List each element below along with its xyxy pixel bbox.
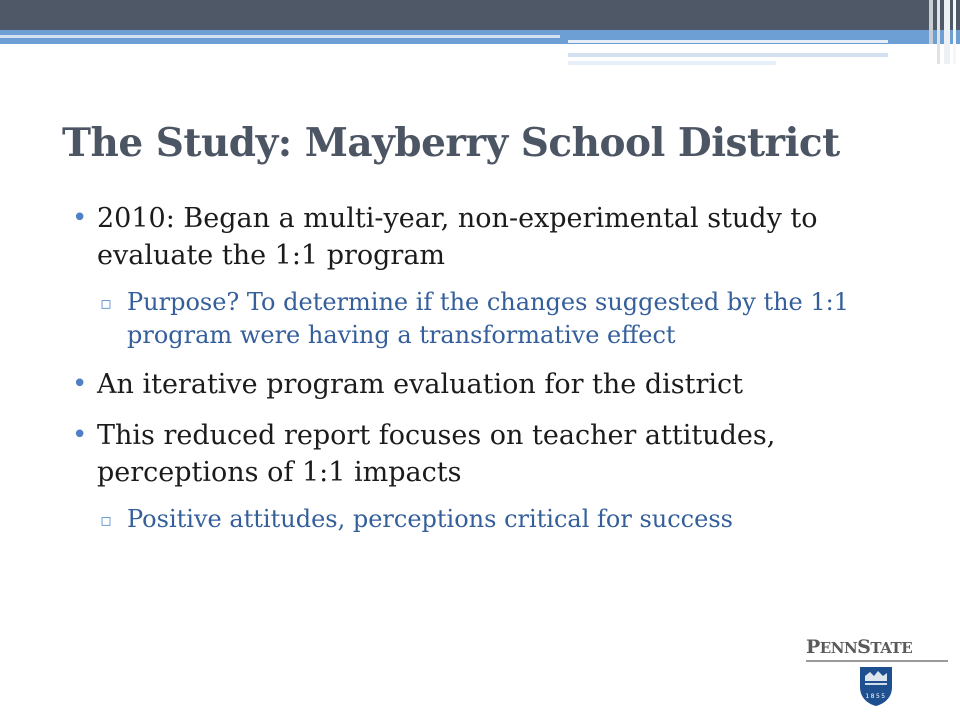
header-stripe: [568, 61, 776, 65]
header-corner-bar: [953, 0, 956, 64]
header-stripe: [568, 53, 888, 57]
sub-bullet-list: [97, 286, 892, 352]
header-stripe: [568, 40, 888, 43]
header-corner-bar: [937, 0, 940, 64]
bullet-marker: •: [72, 203, 88, 233]
header-band-dark: [0, 0, 960, 30]
sub-bullet-marker: ▫: [100, 293, 113, 314]
logo-wordmark: PENNSTATE: [806, 636, 913, 658]
shield-year: 1855: [865, 693, 887, 700]
shield-icon: [858, 665, 894, 707]
sub-bullet-item: [97, 286, 892, 352]
bullet-item: [72, 417, 892, 536]
sub-bullet-marker: ▫: [100, 510, 113, 531]
sub-bullet-list: [97, 503, 892, 536]
header-corner-bar: [944, 0, 950, 64]
bullet-marker: •: [72, 369, 88, 399]
header-corner-bar: [929, 0, 933, 44]
pennstate-logo: [806, 636, 951, 712]
bullet-text: An iterative program evaluation for the district: [97, 369, 743, 400]
header-stripe: [0, 35, 560, 38]
sub-bullet-text: Purpose? To determine if the changes suggested by the 1:1 program were having a transformative effect: [127, 288, 850, 349]
bullet-item: [72, 200, 892, 352]
sub-bullet-item: [97, 503, 892, 536]
bullet-text: This reduced report focuses on teacher attitudes, perceptions of 1:1 impacts: [97, 420, 776, 488]
bullet-item: [72, 366, 892, 403]
sub-bullet-text: Positive attitudes, perceptions critical for success: [127, 505, 733, 533]
logo-rule: [806, 660, 948, 662]
bullet-text: 2010: Began a multi-year, non-experimental study to evaluate the 1:1 program: [97, 203, 818, 271]
bullet-list: [72, 200, 892, 550]
slide-title: The Study: Mayberry School District: [62, 120, 840, 166]
bullet-marker: •: [72, 420, 88, 450]
